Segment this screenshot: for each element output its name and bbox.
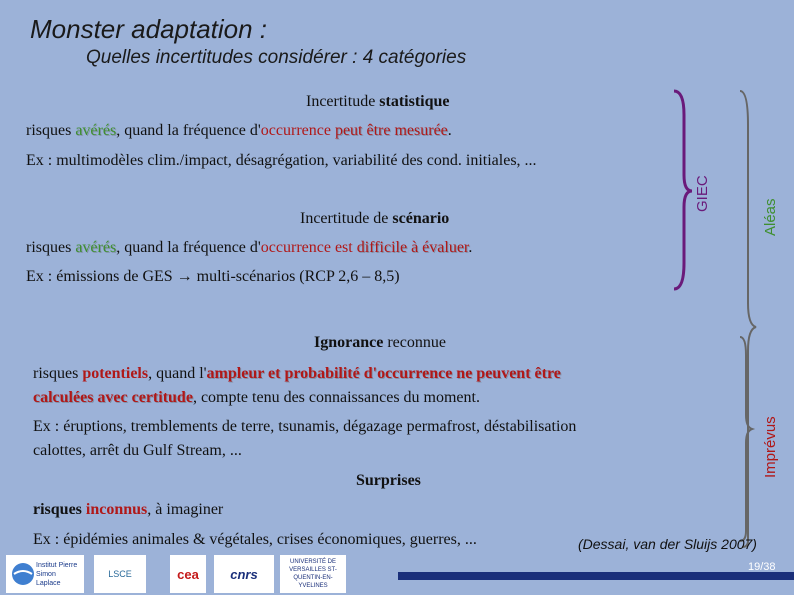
scen-occurrence: occurrence est [260,239,357,256]
stat-heading [306,92,450,112]
page-bar [398,572,794,580]
ign-heading-bold: Ignorance [314,334,384,351]
lsce-logo: LSCE [94,555,146,593]
cea-logo: cea [170,555,206,593]
stat-period: . [447,122,452,139]
ign-line-3: Ex : éruptions, tremblements de terre, tsunamis, dégazage permafrost, déstabilisation [33,418,577,435]
scen-heading-pre: Incertitude de [300,210,393,227]
page-number: 19/38 [748,561,776,573]
imprevus-label: Imprévus [762,416,779,478]
scen-heading [300,209,449,229]
surp-inconnus: inconnus [85,501,148,518]
scen-line-2: Ex : émissions de GES → multi-scénarios (RCP 2,6 – 8,5) [26,268,400,285]
scen-avered: avérés [75,239,117,256]
scen-text-c: , quand la fréquence d' [116,239,261,256]
ign-text-a: risques [33,365,83,382]
stat-line-2: Ex : multimodèles clim./impact, désagrégation, variabilité des cond. initiales, ... [26,152,537,169]
ign-potentiels: potentiels [82,365,149,382]
stat-avered: avérés [75,122,117,139]
surp-text-c: , à imaginer [147,501,224,518]
ign-ampleur: ampleur et probabilité d'occurrence ne peuvent être [206,365,561,382]
ign-calculees: calculées avec certitude [33,389,193,406]
stat-mesuree: peut être mesurée [334,122,448,139]
stat-text-a: risques [26,122,76,139]
ipsl-logo-text: Institut Pierre Simon Laplace [36,561,78,587]
aleas-label: Aléas [762,198,779,236]
slide-title: Monster adaptation : [30,14,268,44]
scen-heading-bold: scénario [392,210,450,227]
surp-line-1 [33,500,223,520]
stat-heading-pre: Incertitude [306,93,380,110]
ign-line-1 [33,364,561,384]
slide-subtitle: Quelles incertitudes considérer : 4 catégories [86,47,467,68]
brace-group [660,85,790,555]
ign-heading [314,333,446,353]
globe-icon [10,561,36,587]
scen-difficile: difficile à évaluer [356,239,469,256]
surp-text-a: risques [33,501,86,518]
ign-line-4: calottes, arrêt du Gulf Stream, ... [33,442,242,459]
uvsq-logo: UNIVERSITÉ DE VERSAILLES ST-QUENTIN-EN-YVELINES [280,555,346,593]
ign-line-2 [33,388,480,408]
stat-heading-bold: statistique [379,93,450,110]
scen-text-a: risques [26,239,76,256]
aleas-brace [740,91,756,547]
ign-text-c: , quand l' [148,365,207,382]
ipsl-logo [6,555,84,593]
ign-text-b: , compte tenu des connaissances du moment. [192,389,480,406]
stat-occurrence: occurrence [260,122,335,139]
scen-line-1 [26,238,472,258]
ign-heading-post: reconnue [383,334,446,351]
imprevus-brace [740,337,752,541]
surp-heading: Surprises [356,472,421,489]
giec-brace [674,91,692,289]
stat-text-c: , quand la fréquence d' [116,122,261,139]
giec-label: GIEC [694,175,711,212]
citation: (Dessai, van der Sluijs 2007) [578,536,757,552]
stat-line-1 [26,121,452,141]
cnrs-logo: cnrs [214,555,274,593]
scen-period: . [468,239,473,256]
surp-line-2: Ex : épidémies animales & végétales, crises économiques, guerres, ... [33,531,477,548]
